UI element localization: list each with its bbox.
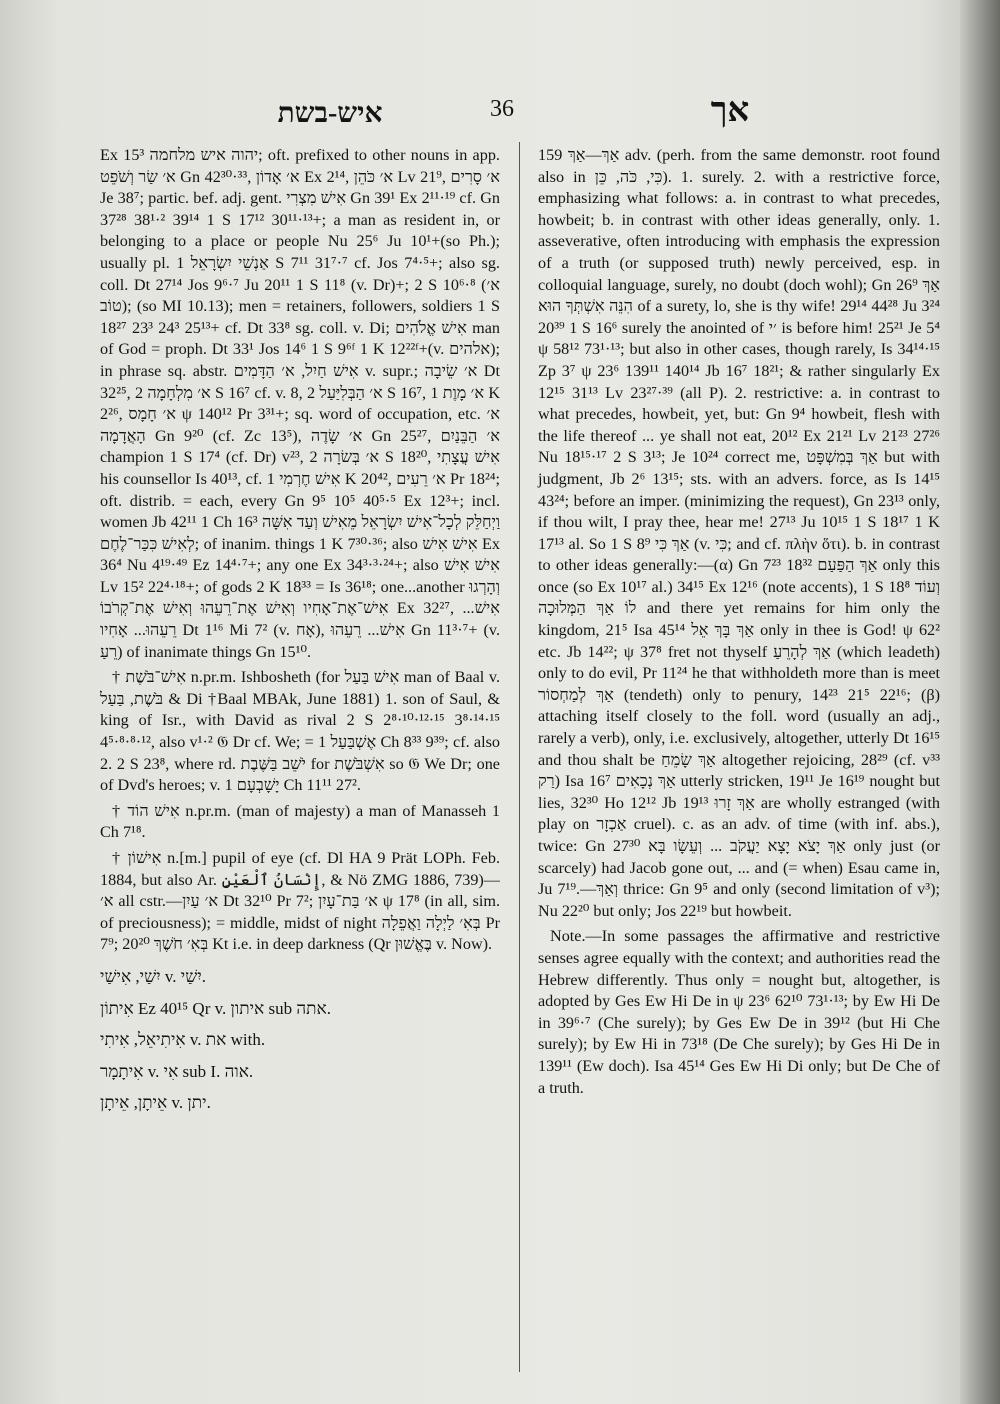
page-number: 36 — [490, 96, 514, 122]
right-running-head: אך — [710, 92, 750, 129]
entry-ishon: † אִישׁוֹן n.[m.] pupil of eye (cf. Dl HA 9 Prät LOPh. Feb. 1884, but also Ar. إِنْسَانُ ٱلْعَيْنِ, & Nö ZMG 1886, 739)—א׳ all cstr.—א׳ עַיִן Dt 32¹⁰ Pr 7²; א׳ בַּת־עָיִן ψ 17⁸ (in all, sim. of preciousness); = middle, midst of night בְּאִ׳ לַיְלָה וַאֲפֵלָה Pr 7⁹; בְּאִ׳ חֹשֶׁךְ 20²⁰ Kt i.e. in deep darkness (Qr בֶּאֱשׁוּן v. Now). — [100, 849, 501, 954]
crossref-etan: אֵיתָן, אֵיתָן v. יתן. — [100, 1093, 211, 1113]
entry-ak: אַךְ—אַךְ 159 adv. (perh. from the same demonstr. root found also in כִּי, כֹּה, כֵּן). 1. surely. 2. with a restrictive force, emphasizing what follows: a. in contrast to what precedes, howbeit; b. in contrast with other ideas generally, only. 1. asseverative, often introducing with emphasis the expression of a truth (or supposed truth) newly perceived, esp. in colloquial language, surely, no doubt (doch wohl); Gn 26⁹ אַךְ הִנֵּה אִשְׁתְּךָ הוּא of a surety, lo, she is thy wife! 29¹⁴ 44²⁸ Ju 3²⁴ 20³⁹ 1 S 16⁶ surely the anointed of ׳י is before him! 25²¹ Je 5⁴ ψ 58¹² 73¹·¹³; but also in other cases, though rarely, Is 34¹⁴·¹⁵ Zp 3⁷ ψ 23⁶ 139¹¹ 140¹⁴ Jb 16⁷ 18²¹; & rather singularly Ex 12¹⁵ 31¹³ Lv 23²⁷·³⁹ (all P). 2. restrictive: a. in contrast to what precedes, howbeit, yet, but: Gn 9⁴ howbeit, flesh with the life thereof ... ye shall not eat, 20¹² Ex 21²¹ Lv 21²³ 27²⁶ Nu 18¹⁵·¹⁷ 2 S 3¹³; Je 10²⁴ correct me, אַךְ בְּמִשְׁפָּט but with judgment, Jb 2⁶ 13¹⁵; sts. with an advers. force, as Is 14¹⁵ 43²⁴; before an imper. (minimizing the request), Gn 23¹³ only, if thou wilt, I pray thee, hear me! 27¹³ Ju 10¹⁵ 1 S 18¹⁷ 1 K 17¹³ al. So 1 S 8⁹ אַךְ כִּי (v. כִּי; and cf. πλὴν ὅτι). b. in contrast to other ideas generally:—(α) Gn 7²³ 18³² אַךְ הַפַּעַם only this once (so Ex 10¹⁷ al.) 34¹⁵ Ex 12¹⁶ (note accents), 1 S 18⁸ וְעוֹד לוֹ אַךְ הַמְּלוּכָה and there yet remains for him only the kingdom, 21⁵ Isa 45¹⁴ אַךְ בָּךְ אֵל only in thee is God! ψ 62² etc. Jb 14²²; ψ 37⁸ fret not thyself אַךְ לְהָרֵעַ (which leadeth) only to do evil, Pr 11²⁴ he that withholdeth more than is meet אַךְ לְמַחְסוֹר (tendeth) only to penury, 14²³ 21⁵ 22¹⁶; (β) attaching itself closely to the foll. word (usually an adj., rarely a verb), only, i.e. exclusively, altogether, utterly Dt 16¹⁵ and thou shalt be אַךְ שָׂמֵחַ altogether rejoicing, 28²⁹ (cf. v³³ רַק) Isa 16⁷ אַךְ נְכָאִים utterly stricken, 19¹¹ Je 16¹⁹ nought but lies, 32³⁰ Ho 12¹² Jb 19¹³ אַךְ זָרוּ are wholly estranged (with play on אַכְזָר cruel). c. as an adv. of time (with inf. abs.), twice: Gn 27³⁰ אַךְ יָצֹא יָצָא יַעֲקֹב ... וְעֵשָׂו בָּא only just (or scarcely) had Jacob gone out, ... and (= when) Esau came in, Ju 7¹⁹.—וְאַךְ thrice: Gn 9⁵ and only (second limitation of v³); Nu 22²⁰ but only; Jos 22¹⁹ but howbeit. — [538, 146, 941, 920]
entry-ishbosheth: † אִישׁ־בֹּשֶׁת n.pr.m. Ishbosheth (for אִישׁ בַּעַל man of Baal v. בֹּשֶׁת, בַּעַל & Di †Baal MBAk, June 1881) 1. son of Saul, & king of Isr., with David as rival 2 S 2⁸·¹⁰·¹²·¹⁵ 3⁸·¹⁴·¹⁵ 4⁵·⁸·⁸·¹², also v¹·² 𝔊 Dr cf. We; = אֶשְׁבַּעַל 1 Ch 8³³ 9³⁹; cf. also 2. 2 S 23⁸, where rd. יֹשֵׁב בַּשֶּׁבֶת for אִשְׁבֹּשֶׁת so 𝔊 We Dr; one of Dvd's heroes; v. יָשָׁבְעָם 1 Ch 11¹¹ 27². — [100, 668, 501, 795]
book-spine-shadow — [960, 0, 1000, 1404]
left-running-head: איש-בשת — [277, 98, 383, 129]
entry-ish-continued: Ex 15³ יהוה איש מלחמה; oft. prefixed to other nouns in app. א׳ שַׂר וְשֹׁפֵט Gn 42³⁰·³³, א׳ אָדוֹן Ex 2¹⁴, א׳ כֹּהֵן Lv 21⁹, א׳ סָרִים Je 38⁷; partic. bef. adj. gent. אִישׁ מִצְרִי Gn 39¹ Ex 2¹¹·¹⁹ cf. Gn 37²⁸ 38¹·² 39¹⁴ 1 S 17¹² 30¹¹·¹³+; a man as resident in, or belonging to a place or people Nu 25⁶ Ju 10¹+(so Ph.); usually pl. אַנְשֵׁי יִשְׂרָאֵל 1 S 7¹¹ 31⁷·⁷ cf. Jos 7⁴·⁵+; also sg. coll. Dt 27¹⁴ Jos 9⁶·⁷ Ju 20¹¹ 1 S 11⁸ (v. Dr)+; 2 S 10⁶·⁸ (א׳ טוֹב); (so MI 10.13); men = retainers, followers, soldiers 1 S 18²⁷ 23³ 24³ 25¹³+ cf. Dt 33⁸ sg. coll. v. Di; אִישׁ אֱלֹהִים man of God = proph. Dt 33¹ Jos 14⁶ 1 S 9⁶ᶠ 1 K 12²²ᶠ+(v. אלהים); in phrase sq. abstr. אִישׁ חַיִל, א׳ הַדָּמִים v. supr.; א׳ שֵׂיבָה Dt 32²⁵, א׳ מִלְחָמָה 2 S 16⁷ cf. v. 8, א׳ הַבְּלִיַּעַל 2 S 16⁷, א׳ מָוֶת 1 K 2²⁶, א׳ חָמָס ψ 140¹² Pr 3³¹+; sq. word of occupation, etc. א׳ הָאֲדָמָה Gn 9²⁰ (cf. Zc 13⁵), א׳ שָׂדֶה Gn 25²⁷, א׳ הַבֵּנַיִם champion 1 S 17⁴ (cf. Dr) v²³, א׳ בְּשׂרָה 2 S 18²⁰, אִישׁ עֲצָתִי his counsellor Is 40¹³, cf. אִישׁ חֶרְמִי 1 K 20⁴², א׳ רֵעִים Pr 18²⁴; oft. distrib. = each, every Gn 9⁵ 10⁵ 40⁵·⁵ Ex 12³+; incl. women Jb 42¹¹ 1 Ch 16³ וַיְחַלֵּק לְכָל־אִישׁ יִשְׂרָאֵל מֵאִישׁ וְעַד אִשָּׁה לְאִישׁ כִּכַּר־לֶחֶם; of inanim. things 1 K 7³⁰·³⁶; also אִישׁ אִישׁ Ex 36⁴ Nu 4¹⁹·⁴⁹ Ez 14⁴·⁷+; any one Ex 34³·³·²⁴+; also אִישׁ אִישׁ Lv 15² 22⁴·¹⁸+; of gods 2 K 18³³ = Is 36¹⁸; one...another וְהָרְגוּ אִישׁ־אֶת־אָחִיו וְאִישׁ אֶת־רֵעֵהוּ וְאִישׁ אֶת־קְרֹבוֹ Ex 32²⁷, אִישׁ... רֵעֵהוּ... אָחִיו Dt 1¹⁶ Mi 7² (v. אָח), אִישׁ... רֵעֵהוּ Gn 11³·⁷+ (v. רֵעַ) of inanimate things Gn 15¹⁰. — [100, 146, 501, 661]
crossref-iton: אִיתוֹן Ez 40¹⁵ Qr v. איתון sub אתה. — [100, 998, 331, 1018]
crossref-ishai: יִשַׁי, אִישַׁי v. יִשַׁי. — [100, 966, 206, 986]
left-column — [100, 145, 500, 1114]
crossref-itiel: אִיתִיאֵל, אִיתִי v. את with. — [100, 1030, 266, 1050]
column-divider — [519, 142, 520, 1372]
entry-ak-note: Note.—In some passages the affirmative and restrictive senses agree equally with the context; and authorities read the Hebrew differently. Thus only = nought but, altogether, is adopted by Ges Ew Hi De in ψ 23⁶ 62¹⁰ 73¹·¹³; by Ew Hi De in 39⁶·⁷ (Che surely); by Ges Ew De in 39¹² (but Hi Che surely); by Ew Hi in 73¹⁸ (De Che surely); by Ges Hi De in 139¹¹ (Ew doch). Isa 45¹⁴ Ges Ew Hi Di only; but De Che of a truth. — [538, 927, 940, 1097]
right-column — [538, 145, 940, 1099]
crossref-itamar: אִיתָמָר v. אִי sub I. אוה. — [100, 1061, 254, 1081]
entry-ish-hod: † אִישׁ הוֹד n.pr.m. (man of majesty) a man of Manasseh 1 Ch 7¹⁸. — [100, 801, 500, 842]
